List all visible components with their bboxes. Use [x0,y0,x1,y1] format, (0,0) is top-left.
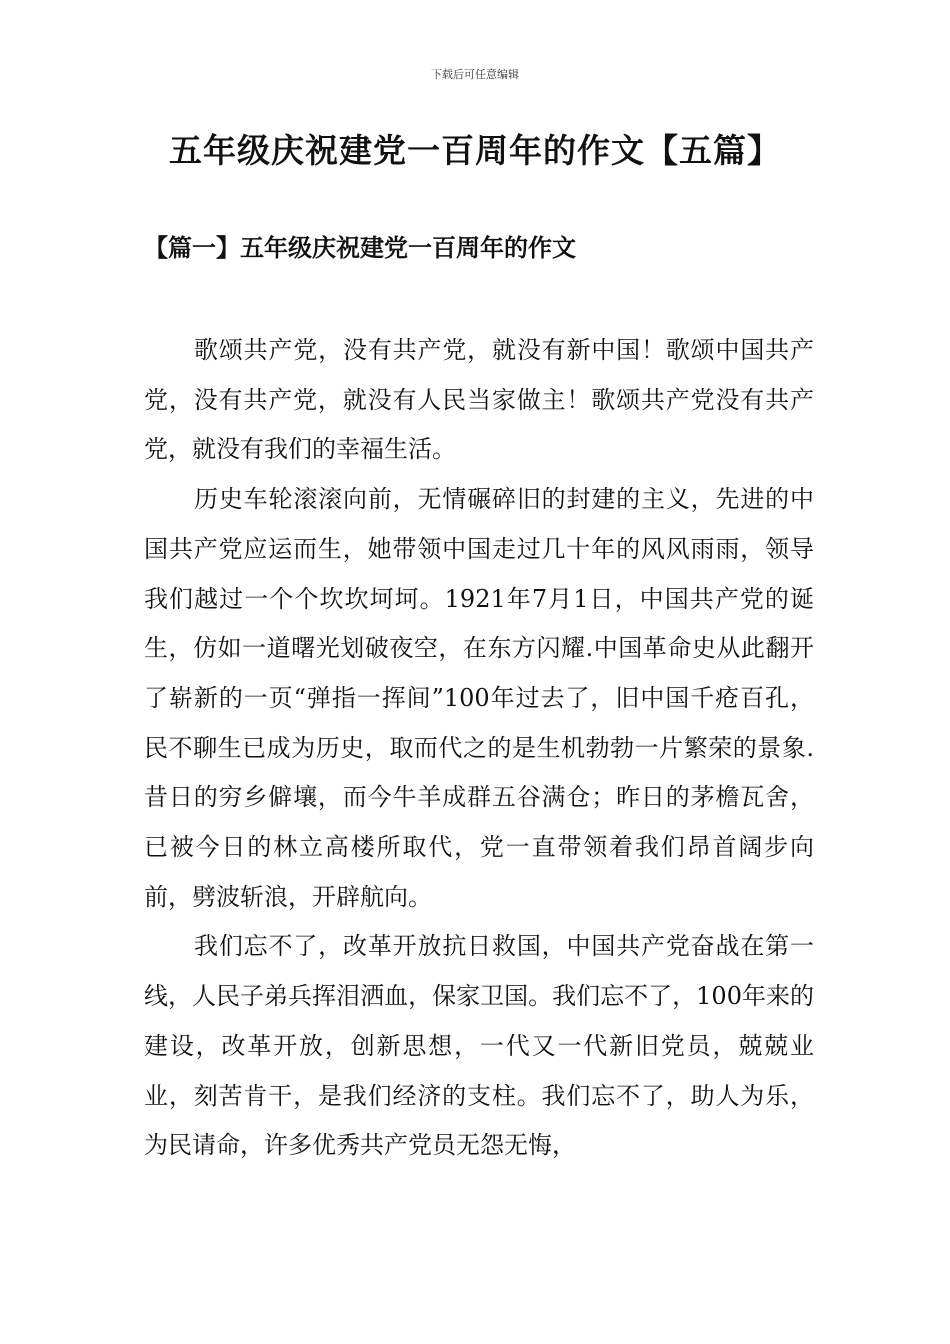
section-title: 【篇一】五年级庆祝建党一百周年的作文 [144,233,576,262]
header-note: 下载后可任意编辑 [431,68,519,81]
essay-paragraph-2: 历史车轮滚滚向前，无情碾碎旧的封建的主义，先进的中国共产党应运而生，她带领中国走过几十年的风风雨雨，领导我们越过一个个坎坎坷坷。1921年7月1日，中国共产党的诞生，仿如一道曙光划破夜空，在东方闪耀.中国革命史从此翻开了崭新的一页“弹指一挥间”100年过去了，旧中国千疮百孔，民不聊生已成为历史，取而代之的是生机勃勃一片繁荣的景象.昔日的穷乡僻壤，而今牛羊成群五谷满仓；昨日的茅檐瓦舍，已被今日的林立高楼所取代，党一直带领着我们昂首阔步向前，劈波斩浪，开辟航向。 [144,485,814,911]
essay-paragraph-1: 歌颂共产党，没有共产党，就没有新中国！歌颂中国共产党，没有共产党，就没有人民当家做主！歌颂共产党没有共产党，就没有我们的幸福生活。 [144,336,814,464]
essay-body [144,326,814,1171]
document-title: 五年级庆祝建党一百周年的作文【五篇】 [169,131,781,170]
essay-paragraph-3: 我们忘不了，改革开放抗日救国，中国共产党奋战在第一线，人民子弟兵挥泪洒血，保家卫国。我们忘不了，100年来的建设，改革开放，创新思想，一代又一代新旧党员，兢兢业业，刻苦肯干，是我们经济的支柱。我们忘不了，助人为乐，为民请命，许多优秀共产党员无怨无悔， [144,932,814,1160]
